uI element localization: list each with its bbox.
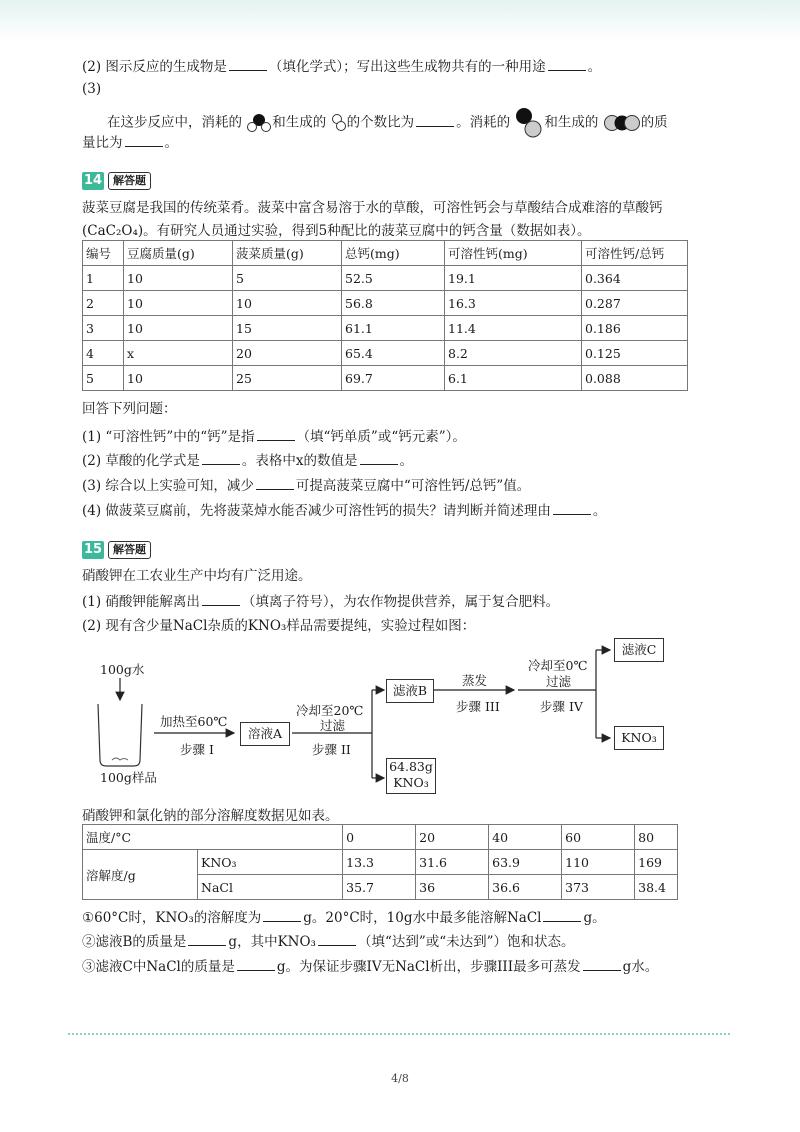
q14-part2: (2) 草酸的化学式是 。表格中x的数值是 。 bbox=[82, 453, 414, 469]
step4-label: 步骤 IV bbox=[540, 699, 583, 714]
table-header: 菠菜质量(g) bbox=[233, 241, 342, 266]
q13-part3-line: 在这步反应中，消耗的 和生成的 的个数比为 。消耗的 和生成的 的质 bbox=[107, 106, 668, 140]
sample-powder-icon bbox=[112, 758, 128, 760]
solution-a-box: 溶液A bbox=[240, 722, 290, 746]
question-number: 14 bbox=[83, 173, 103, 188]
sample-label: 100g样品 bbox=[100, 770, 157, 785]
calcium-table bbox=[82, 240, 688, 391]
table-row: 3 10 15 61.1 11.4 0.186 bbox=[83, 316, 688, 341]
solubility-table bbox=[82, 824, 678, 900]
water-label: 100g水 bbox=[100, 662, 145, 677]
q14-part1: (1) “可溶性钙”中的“钙”是指 （填“钙单质”或“钙元素”）。 bbox=[82, 429, 466, 445]
q15-part2: (2) 现有含少量NaCl杂质的KNO₃样品需要提纯，实验过程如图： bbox=[82, 618, 476, 634]
footer-divider bbox=[68, 1033, 730, 1035]
table-row: 溶解度/g KNO₃ 13.3 31.6 63.9 110 169 bbox=[83, 850, 678, 875]
hydrogen-molecule-icon bbox=[331, 112, 347, 134]
filtrate-b-box: 滤液B bbox=[386, 679, 434, 703]
q14-header bbox=[82, 172, 151, 190]
filter-label: 过滤 bbox=[320, 718, 346, 733]
co2-molecule-icon bbox=[603, 113, 641, 133]
q15-sub2: ②滤液B的质量是 g，其中KNO₃ （填“达到”或“未达到”）饱和状态。 bbox=[82, 934, 575, 950]
table-header: 总钙(mg) bbox=[342, 241, 445, 266]
table-header: 编号 bbox=[83, 241, 124, 266]
table-row: 1 10 5 52.5 19.1 0.364 bbox=[83, 266, 688, 291]
table-row: 温度/°C 0 20 40 60 80 bbox=[83, 825, 678, 850]
q15-intro: 硝酸钾在工农业生产中均有广泛用途。 bbox=[82, 568, 312, 584]
water-molecule-icon bbox=[246, 112, 272, 134]
q13-part2: (2) 图示反应的生成物是 （填化学式）；写出这些生成物共有的一种用途 。 bbox=[82, 59, 602, 75]
table-header: 可溶性钙(mg) bbox=[445, 241, 582, 266]
step3-label: 步骤 III bbox=[456, 699, 500, 714]
co-molecule-icon bbox=[514, 106, 544, 140]
solubility-intro: 硝酸钾和氯化钠的部分溶解度数据见如表。 bbox=[82, 808, 339, 824]
table-header-row bbox=[83, 241, 688, 266]
step2-label: 步骤 II bbox=[312, 742, 351, 757]
table-row: 4 x 20 65.4 8.2 0.125 bbox=[83, 341, 688, 366]
q15-sub3: ③滤液C中NaCl的质量是 g。为保证步骤IV无NaCl析出，步骤III最多可蒸发 g水。 bbox=[82, 959, 659, 975]
solubility-label: 溶解度/g bbox=[83, 850, 198, 900]
header-band bbox=[0, 0, 800, 40]
kno3-solid-name: KNO₃ bbox=[393, 775, 429, 790]
question-type-tag: 解答题 bbox=[108, 172, 151, 190]
q13-part3: (3) bbox=[82, 81, 102, 97]
q13-part3-line2: 量比为 。 bbox=[82, 135, 178, 151]
heat-label: 加热至60℃ bbox=[160, 714, 228, 729]
question-type-tag: 解答题 bbox=[108, 541, 151, 559]
question-number: 15 bbox=[83, 542, 103, 557]
table-header: 豆腐质量(g) bbox=[124, 241, 233, 266]
filtrate-c-box: 滤液C bbox=[614, 638, 664, 662]
cool0-label: 冷却至0℃ bbox=[528, 658, 588, 673]
page-number: 4/8 bbox=[391, 1072, 409, 1085]
q14-part4: (4) 做菠菜豆腐前，先将菠菜焯水能否减少可溶性钙的损失？请判断并简述理由 。 bbox=[82, 503, 607, 519]
table-row: 2 10 10 56.8 16.3 0.287 bbox=[83, 291, 688, 316]
answer-prompt: 回答下列问题： bbox=[82, 401, 177, 417]
q14-intro-1: 菠菜豆腐是我国的传统菜肴。菠菜中富含易溶于水的草酸，可溶性钙会与草酸结合成难溶的草酸钙 bbox=[82, 200, 663, 216]
q15-part1: (1) 硝酸钾能解离出 （填离子符号），为农作物提供营养，属于复合肥料。 bbox=[82, 594, 560, 610]
q14-part3: (3) 综合以上实验可知，减少 可提高菠菜豆腐中“可溶性钙/总钙”值。 bbox=[82, 478, 531, 494]
table-row: NaCl 35.7 36 36.6 373 38.4 bbox=[83, 875, 678, 900]
beaker-icon bbox=[98, 704, 142, 766]
q15-header bbox=[82, 541, 151, 559]
cool20-label: 冷却至20℃ bbox=[296, 703, 364, 718]
evaporate-label: 蒸发 bbox=[462, 673, 488, 688]
table-row: 5 10 25 69.7 6.1 0.088 bbox=[83, 366, 688, 391]
kno3-solid-box bbox=[386, 758, 436, 794]
table-header: 可溶性钙/总钙 bbox=[582, 241, 688, 266]
step1-label: 步骤 I bbox=[180, 742, 214, 757]
filter2-label: 过滤 bbox=[546, 674, 572, 689]
temperature-label: 温度/°C bbox=[83, 825, 343, 850]
q14-intro-2: (CaC₂O₄)。有研究人员通过实验，得到5种配比的菠菜豆腐中的钙含量（数据如表）。 bbox=[82, 223, 591, 239]
q15-sub1: ①60°C时，KNO₃的溶解度为 g。20°C时，10g水中最多能溶解NaCl g。 bbox=[82, 910, 606, 926]
kno3-solid-mass: 64.83g bbox=[389, 759, 433, 774]
kno3-product-box: KNO₃ bbox=[614, 726, 664, 750]
